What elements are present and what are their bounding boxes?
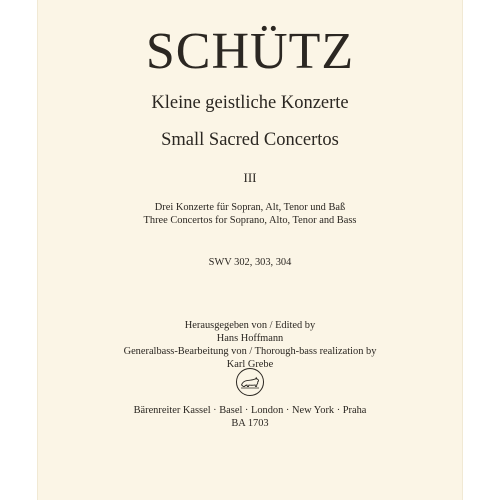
title-german: Kleine geistliche Konzerte	[151, 93, 349, 113]
continuo-label: Generalbass-Bearbeitung von / Thorough-bass realization by	[123, 346, 377, 357]
baerenreiter-bear-logo-icon	[235, 367, 265, 397]
composer-name: SCHÜTZ	[145, 23, 355, 80]
catalogue-numbers: SWV 302, 303, 304	[208, 257, 292, 268]
subtitle-german: Drei Konzerte für Sopran, Alt, Tenor und Baß	[154, 202, 346, 213]
score-cover-page	[38, 0, 462, 500]
subtitle-english: Three Concertos for Soprano, Alto, Tenor and Bass	[143, 215, 357, 226]
title-english: Small Sacred Concertos	[161, 130, 339, 150]
publisher-line: Bärenreiter Kassel · Basel · London · New York · Praha	[133, 405, 367, 416]
editor-name: Hans Hoffmann	[216, 333, 284, 344]
volume-number: III	[243, 170, 257, 185]
edition-number: BA 1703	[231, 418, 269, 429]
continuo-name: Karl Grebe	[226, 359, 274, 370]
editor-label: Herausgegeben von / Edited by	[184, 320, 316, 331]
